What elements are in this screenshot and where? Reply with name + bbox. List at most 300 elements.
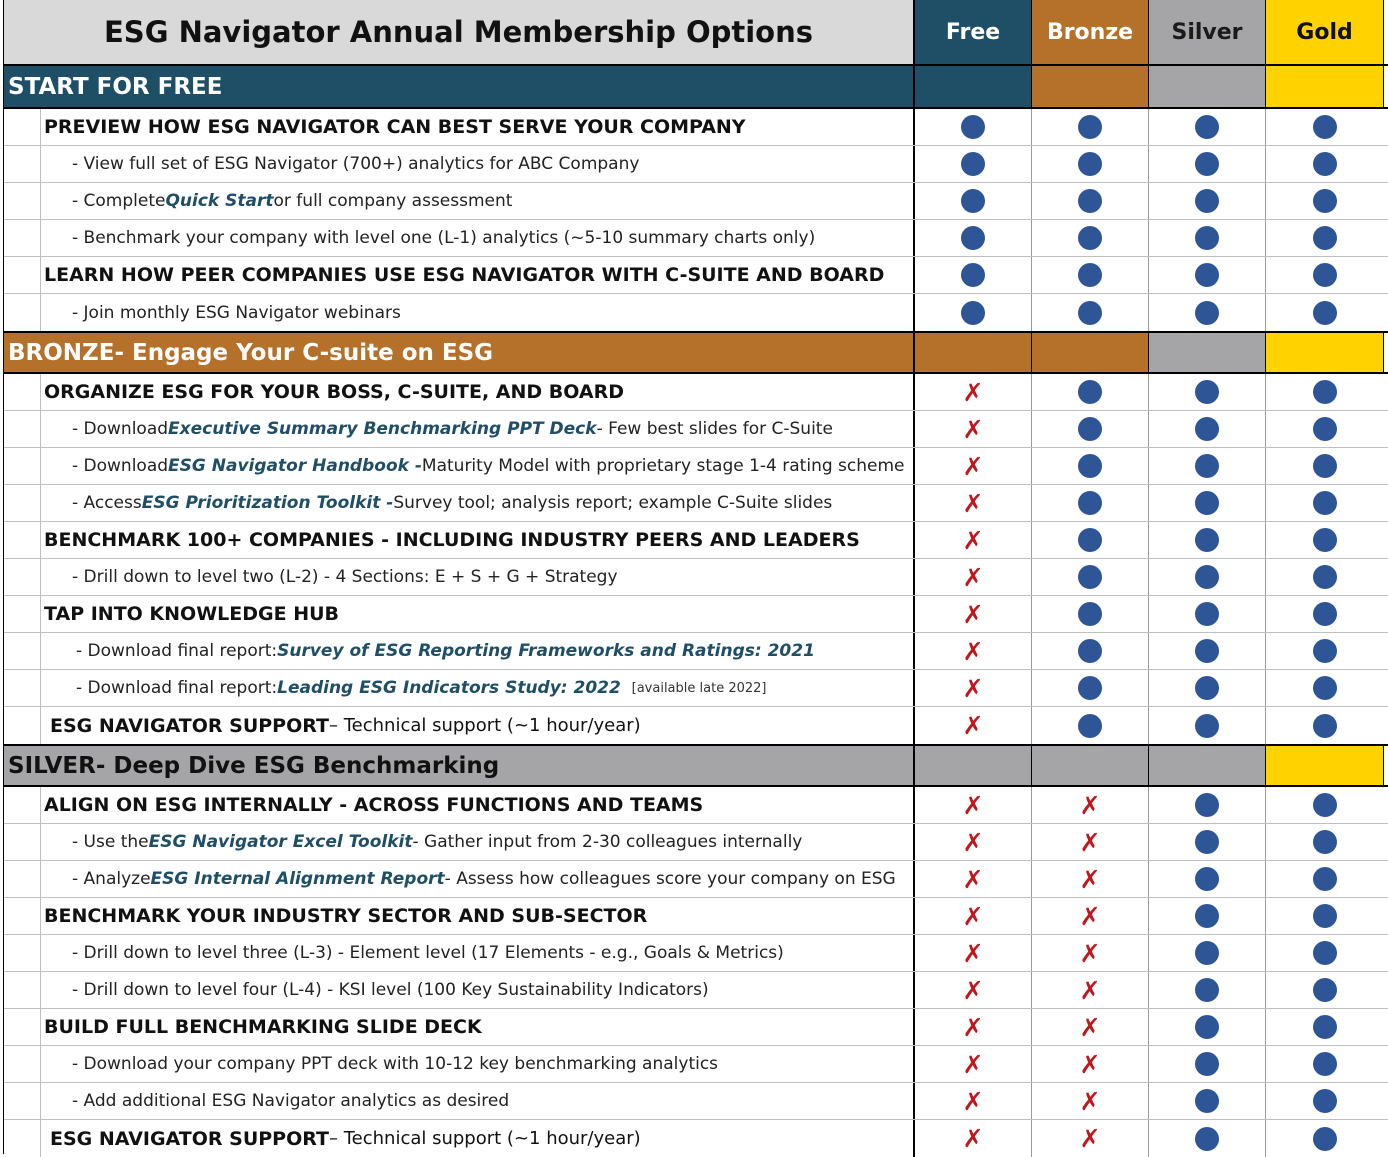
tier-silver-cell: [1149, 485, 1266, 521]
included-dot-icon: [1195, 602, 1219, 626]
included-dot-icon: [1313, 793, 1337, 817]
row-label: PREVIEW HOW ESG NAVIGATOR CAN BEST SERVE YOUR COMPANY: [4, 109, 915, 145]
included-dot-icon: [1195, 152, 1219, 176]
row-label: [4, 1120, 915, 1157]
tier-gold-cell: [1266, 1046, 1384, 1082]
row-label: [4, 411, 915, 447]
feature-name: ESG Navigator Excel Toolkit: [148, 832, 413, 852]
included-dot-icon: [1078, 263, 1102, 287]
tier-gold-cell: [1266, 183, 1384, 219]
tier-free-header: Free: [915, 0, 1032, 64]
tier-bronze-cell: [1032, 1009, 1149, 1045]
table-row: [4, 935, 1388, 972]
report-title: Survey of ESG Reporting Frameworks and Ratings: 2021: [277, 641, 815, 661]
table-row: [4, 787, 1388, 824]
included-dot-icon: [1313, 491, 1337, 515]
tier-gold-cell: [1266, 374, 1384, 410]
table-row: [4, 1009, 1388, 1046]
table-row: [4, 411, 1388, 448]
row-label: - Download your company PPT deck with 10-12 key benchmarking analytics: [4, 1046, 915, 1082]
row-label: [4, 824, 915, 860]
tier-free-cell: [915, 633, 1032, 669]
tier-gold-cell: [1266, 935, 1384, 971]
row-text: - Download final report:: [76, 678, 278, 698]
tier-gold-cell: [1266, 898, 1384, 934]
tier-bronze-cell: [1032, 109, 1149, 145]
tier-bronze-cell: [1032, 522, 1149, 558]
tier-silver-cell: [1149, 1009, 1266, 1045]
excluded-x-icon: ✗: [1079, 1124, 1101, 1153]
tier-bronze-cell: [1032, 670, 1149, 706]
excluded-x-icon: ✗: [962, 1086, 984, 1116]
tier-silver-cell: [1149, 670, 1266, 706]
row-label: ORGANIZE ESG FOR YOUR BOSS, C-SUITE, AND BOARD: [4, 374, 915, 410]
tier-bronze-cell: [1032, 824, 1149, 860]
included-dot-icon: [1313, 189, 1337, 213]
section-free-title: START FOR FREE: [8, 73, 223, 100]
tier-free-cell: [915, 824, 1032, 860]
tier-gold-header: Gold: [1266, 0, 1384, 64]
tier-gold-cell: [1266, 1120, 1384, 1157]
row-label: - Benchmark your company with level one (L-1) analytics (~5-10 summary charts only): [4, 220, 915, 256]
included-dot-icon: [1313, 263, 1337, 287]
included-dot-icon: [1078, 676, 1102, 700]
included-dot-icon: [1195, 1052, 1219, 1076]
row-text: – Technical support (~1 hour/year): [329, 1128, 641, 1149]
section-silver: [4, 744, 1388, 787]
tier-free-cell: [915, 898, 1032, 934]
excluded-x-icon: ✗: [962, 938, 984, 968]
included-dot-icon: [1313, 1052, 1337, 1076]
excluded-x-icon: ✗: [962, 525, 984, 555]
table-row: [4, 596, 1388, 633]
tier-bronze-cell: [1032, 183, 1149, 219]
included-dot-icon: [1313, 417, 1337, 441]
row-text: - Complete: [72, 191, 166, 211]
tier-silver-cell: [1149, 146, 1266, 182]
row-text: - Download: [72, 419, 169, 439]
included-dot-icon: [1195, 676, 1219, 700]
tier-free-cell: [915, 1009, 1032, 1045]
tier-bronze-cell: [1032, 633, 1149, 669]
excluded-x-icon: ✗: [962, 975, 984, 1005]
tier-bronze-cell: [1032, 146, 1149, 182]
tier-free-cell: [915, 935, 1032, 971]
included-dot-icon: [961, 115, 985, 139]
table-row: [4, 1120, 1388, 1157]
tier-gold-cell: [1266, 1009, 1384, 1045]
section-silver-subtitle: - Deep Dive ESG Benchmarking: [95, 752, 500, 779]
excluded-x-icon: ✗: [1079, 901, 1101, 931]
tier-gold-cell: [1266, 146, 1384, 182]
included-dot-icon: [1078, 528, 1102, 552]
included-dot-icon: [1313, 528, 1337, 552]
excluded-x-icon: ✗: [1079, 864, 1101, 894]
row-label: - Add additional ESG Navigator analytics as desired: [4, 1083, 915, 1119]
included-dot-icon: [1195, 978, 1219, 1002]
included-dot-icon: [1195, 263, 1219, 287]
tier-gold-cell: [1266, 707, 1384, 744]
table-row: [4, 898, 1388, 935]
included-dot-icon: [1195, 1089, 1219, 1113]
tier-bronze-cell: [1032, 861, 1149, 897]
tier-free-cell: [915, 448, 1032, 484]
tier-gold-cell: [1266, 559, 1384, 595]
table-row: [4, 707, 1388, 744]
tier-gold-cell: [1266, 522, 1384, 558]
row-text: or full company assessment: [273, 191, 513, 211]
tier-silver-cell: [1149, 559, 1266, 595]
tier-silver-cell: [1149, 522, 1266, 558]
tier-free-cell: [915, 787, 1032, 823]
tier-silver-cell: [1149, 411, 1266, 447]
tier-free-cell: [915, 257, 1032, 293]
row-text: - Download final report:: [76, 641, 278, 661]
table-row: [4, 294, 1388, 331]
included-dot-icon: [961, 189, 985, 213]
included-dot-icon: [1313, 830, 1337, 854]
tier-silver-cell: [1149, 220, 1266, 256]
feature-name: ESG Navigator Handbook -: [168, 456, 422, 476]
tier-bronze-cell: [1032, 485, 1149, 521]
tier-silver-cell: [1149, 787, 1266, 823]
row-label: BUILD FULL BENCHMARKING SLIDE DECK: [4, 1009, 915, 1045]
table-row: [4, 972, 1388, 1009]
excluded-x-icon: ✗: [962, 711, 984, 740]
tier-bronze-cell: [1032, 707, 1149, 744]
excluded-x-icon: ✗: [962, 864, 984, 894]
tier-bronze-cell: [1032, 972, 1149, 1008]
included-dot-icon: [1078, 226, 1102, 250]
tier-bronze-cell: [1032, 220, 1149, 256]
tier-silver-cell: [1149, 257, 1266, 293]
row-text: - Use the: [72, 832, 149, 852]
included-dot-icon: [1078, 714, 1102, 738]
excluded-x-icon: ✗: [962, 1124, 984, 1153]
included-dot-icon: [1313, 1127, 1337, 1151]
included-dot-icon: [1313, 1015, 1337, 1039]
tier-free-cell: [915, 707, 1032, 744]
support-title: ESG NAVIGATOR SUPPORT: [50, 1127, 329, 1150]
row-text: - Access: [72, 493, 142, 513]
row-text: - Download: [72, 456, 169, 476]
included-dot-icon: [1195, 226, 1219, 250]
excluded-x-icon: ✗: [1079, 790, 1101, 820]
feature-name: Quick Start: [165, 191, 274, 211]
row-label: - View full set of ESG Navigator (700+) analytics for ABC Company: [4, 146, 915, 182]
tier-gold-cell: [1266, 220, 1384, 256]
feature-name: Executive Summary Benchmarking PPT Deck: [168, 419, 597, 439]
included-dot-icon: [1313, 904, 1337, 928]
excluded-x-icon: ✗: [962, 673, 984, 703]
included-dot-icon: [1195, 1127, 1219, 1151]
included-dot-icon: [1313, 226, 1337, 250]
row-text: - Analyze: [72, 869, 151, 889]
tier-free-cell: [915, 670, 1032, 706]
included-dot-icon: [1078, 152, 1102, 176]
included-dot-icon: [1313, 714, 1337, 738]
row-label: - Drill down to level four (L-4) - KSI level (100 Key Sustainability Indicators): [4, 972, 915, 1008]
row-text: Maturity Model with proprietary stage 1-4 rating scheme: [421, 456, 905, 476]
excluded-x-icon: ✗: [1079, 975, 1101, 1005]
included-dot-icon: [1195, 867, 1219, 891]
membership-table: [3, 0, 1388, 1154]
table-row: [4, 670, 1388, 707]
included-dot-icon: [1195, 528, 1219, 552]
table-row: [4, 109, 1388, 146]
included-dot-icon: [1078, 565, 1102, 589]
tier-silver-cell: [1149, 183, 1266, 219]
table-row: [4, 146, 1388, 183]
page-title: ESG Navigator Annual Membership Options: [4, 0, 915, 64]
row-label: - Join monthly ESG Navigator webinars: [4, 294, 915, 331]
tier-bronze-cell: [1032, 935, 1149, 971]
tier-silver-cell: [1149, 633, 1266, 669]
tier-bronze-cell: [1032, 1120, 1149, 1157]
tier-silver-cell: [1149, 898, 1266, 934]
included-dot-icon: [961, 263, 985, 287]
excluded-x-icon: ✗: [1079, 938, 1101, 968]
row-label: BENCHMARK YOUR INDUSTRY SECTOR AND SUB-SECTOR: [4, 898, 915, 934]
included-dot-icon: [1078, 639, 1102, 663]
row-label: [4, 861, 915, 897]
included-dot-icon: [961, 226, 985, 250]
included-dot-icon: [1313, 115, 1337, 139]
included-dot-icon: [1313, 867, 1337, 891]
tier-silver-cell: [1149, 294, 1266, 331]
tier-gold-cell: [1266, 787, 1384, 823]
tier-silver-cell: [1149, 1046, 1266, 1082]
section-bronze: [4, 331, 1388, 374]
tier-silver-cell: [1149, 707, 1266, 744]
row-label: - Drill down to level three (L-3) - Element level (17 Elements - e.g., Goals & Metrics): [4, 935, 915, 971]
row-text: – Technical support (~1 hour/year): [329, 715, 641, 736]
availability-note: [available late 2022]: [631, 680, 767, 696]
included-dot-icon: [1313, 978, 1337, 1002]
row-text: - Assess how colleagues score your company on ESG: [444, 869, 896, 889]
row-label: [4, 633, 915, 669]
included-dot-icon: [1195, 301, 1219, 325]
included-dot-icon: [1195, 189, 1219, 213]
tier-free-cell: [915, 861, 1032, 897]
included-dot-icon: [1195, 491, 1219, 515]
excluded-x-icon: ✗: [962, 377, 984, 407]
included-dot-icon: [1313, 941, 1337, 965]
row-label: LEARN HOW PEER COMPANIES USE ESG NAVIGATOR WITH C-SUITE AND BOARD: [4, 257, 915, 293]
excluded-x-icon: ✗: [962, 562, 984, 592]
tier-bronze-cell: [1032, 257, 1149, 293]
excluded-x-icon: ✗: [1079, 1012, 1101, 1042]
row-label: [4, 485, 915, 521]
tier-gold-cell: [1266, 411, 1384, 447]
tier-free-cell: [915, 972, 1032, 1008]
included-dot-icon: [1313, 454, 1337, 478]
feature-name: ESG Internal Alignment Report: [150, 869, 445, 889]
support-title: ESG NAVIGATOR SUPPORT: [50, 714, 329, 737]
tier-bronze-header: Bronze: [1032, 0, 1149, 64]
included-dot-icon: [1195, 904, 1219, 928]
table-row: [4, 559, 1388, 596]
included-dot-icon: [1195, 830, 1219, 854]
included-dot-icon: [1078, 301, 1102, 325]
excluded-x-icon: ✗: [962, 1049, 984, 1079]
tier-silver-cell: [1149, 1120, 1266, 1157]
table-row: [4, 257, 1388, 294]
included-dot-icon: [1313, 602, 1337, 626]
included-dot-icon: [1195, 417, 1219, 441]
tier-silver-cell: [1149, 109, 1266, 145]
table-row: [4, 1046, 1388, 1083]
table-row: [4, 824, 1388, 861]
tier-gold-cell: [1266, 972, 1384, 1008]
tier-gold-cell: [1266, 109, 1384, 145]
tier-gold-cell: [1266, 485, 1384, 521]
tier-free-cell: [915, 559, 1032, 595]
excluded-x-icon: ✗: [962, 827, 984, 857]
tier-free-cell: [915, 1120, 1032, 1157]
tier-gold-cell: [1266, 596, 1384, 632]
tier-silver-cell: [1149, 861, 1266, 897]
section-silver-title: SILVER: [8, 752, 96, 779]
included-dot-icon: [1078, 189, 1102, 213]
section-free: [4, 66, 1388, 109]
section-bronze-subtitle: - Engage Your C-suite on ESG: [114, 339, 494, 366]
row-text: Survey tool; analysis report; example C-Suite slides: [393, 493, 833, 513]
table-row: [4, 522, 1388, 559]
excluded-x-icon: ✗: [1079, 827, 1101, 857]
row-label: ALIGN ON ESG INTERNALLY - ACROSS FUNCTIONS AND TEAMS: [4, 787, 915, 823]
tier-gold-cell: [1266, 448, 1384, 484]
row-text: - Few best slides for C-Suite: [596, 419, 833, 439]
included-dot-icon: [961, 301, 985, 325]
included-dot-icon: [1078, 417, 1102, 441]
tier-free-cell: [915, 109, 1032, 145]
included-dot-icon: [1195, 380, 1219, 404]
table-row: [4, 448, 1388, 485]
tier-free-cell: [915, 294, 1032, 331]
excluded-x-icon: ✗: [962, 599, 984, 629]
tier-free-cell: [915, 411, 1032, 447]
included-dot-icon: [1195, 1015, 1219, 1039]
table-row: [4, 633, 1388, 670]
row-label: TAP INTO KNOWLEDGE HUB: [4, 596, 915, 632]
header-row: [4, 0, 1388, 66]
tier-free-cell: [915, 485, 1032, 521]
tier-silver-cell: [1149, 972, 1266, 1008]
table-row: [4, 220, 1388, 257]
included-dot-icon: [1313, 676, 1337, 700]
excluded-x-icon: ✗: [1079, 1049, 1101, 1079]
row-text: - Gather input from 2-30 colleagues internally: [412, 832, 803, 852]
included-dot-icon: [1313, 565, 1337, 589]
included-dot-icon: [1195, 941, 1219, 965]
tier-bronze-cell: [1032, 898, 1149, 934]
included-dot-icon: [1313, 152, 1337, 176]
tier-free-cell: [915, 1046, 1032, 1082]
included-dot-icon: [1195, 454, 1219, 478]
tier-free-cell: [915, 220, 1032, 256]
row-label: [4, 707, 915, 744]
tier-silver-cell: [1149, 824, 1266, 860]
included-dot-icon: [1195, 565, 1219, 589]
included-dot-icon: [1195, 115, 1219, 139]
tier-gold-cell: [1266, 633, 1384, 669]
row-label: [4, 448, 915, 484]
section-bronze-title: BRONZE: [8, 339, 115, 366]
tier-gold-cell: [1266, 294, 1384, 331]
tier-silver-cell: [1149, 596, 1266, 632]
included-dot-icon: [1195, 639, 1219, 663]
included-dot-icon: [1078, 602, 1102, 626]
excluded-x-icon: ✗: [962, 414, 984, 444]
tier-gold-cell: [1266, 257, 1384, 293]
tier-free-cell: [915, 1083, 1032, 1119]
tier-silver-cell: [1149, 374, 1266, 410]
tier-free-cell: [915, 596, 1032, 632]
tier-silver-cell: [1149, 1083, 1266, 1119]
row-label: [4, 183, 915, 219]
tier-bronze-cell: [1032, 448, 1149, 484]
included-dot-icon: [1078, 380, 1102, 404]
included-dot-icon: [1078, 454, 1102, 478]
excluded-x-icon: ✗: [1079, 1086, 1101, 1116]
tier-bronze-cell: [1032, 1083, 1149, 1119]
excluded-x-icon: ✗: [962, 451, 984, 481]
tier-bronze-cell: [1032, 411, 1149, 447]
tier-gold-cell: [1266, 1083, 1384, 1119]
tier-free-cell: [915, 183, 1032, 219]
excluded-x-icon: ✗: [962, 1012, 984, 1042]
row-label: - Drill down to level two (L-2) - 4 Sections: E + S + G + Strategy: [4, 559, 915, 595]
table-row: [4, 1083, 1388, 1120]
tier-gold-cell: [1266, 670, 1384, 706]
tier-bronze-cell: [1032, 559, 1149, 595]
excluded-x-icon: ✗: [962, 790, 984, 820]
included-dot-icon: [1313, 639, 1337, 663]
table-row: [4, 485, 1388, 522]
tier-silver-cell: [1149, 935, 1266, 971]
tier-bronze-cell: [1032, 374, 1149, 410]
tier-free-cell: [915, 374, 1032, 410]
row-label: BENCHMARK 100+ COMPANIES - INCLUDING INDUSTRY PEERS AND LEADERS: [4, 522, 915, 558]
table-row: [4, 861, 1388, 898]
tier-bronze-cell: [1032, 1046, 1149, 1082]
row-label: [4, 670, 915, 706]
excluded-x-icon: ✗: [962, 636, 984, 666]
included-dot-icon: [961, 152, 985, 176]
table-row: [4, 183, 1388, 220]
tier-free-cell: [915, 146, 1032, 182]
tier-bronze-cell: [1032, 787, 1149, 823]
table-row: [4, 374, 1388, 411]
excluded-x-icon: ✗: [962, 488, 984, 518]
tier-silver-header: Silver: [1149, 0, 1266, 64]
included-dot-icon: [1078, 491, 1102, 515]
tier-bronze-cell: [1032, 294, 1149, 331]
included-dot-icon: [1195, 793, 1219, 817]
excluded-x-icon: ✗: [962, 901, 984, 931]
included-dot-icon: [1078, 115, 1102, 139]
feature-name: ESG Prioritization Toolkit -: [141, 493, 394, 513]
tier-gold-cell: [1266, 861, 1384, 897]
tier-free-cell: [915, 522, 1032, 558]
included-dot-icon: [1195, 714, 1219, 738]
tier-gold-cell: [1266, 824, 1384, 860]
tier-silver-cell: [1149, 448, 1266, 484]
report-title: Leading ESG Indicators Study: 2022: [277, 678, 621, 698]
included-dot-icon: [1313, 380, 1337, 404]
included-dot-icon: [1313, 1089, 1337, 1113]
